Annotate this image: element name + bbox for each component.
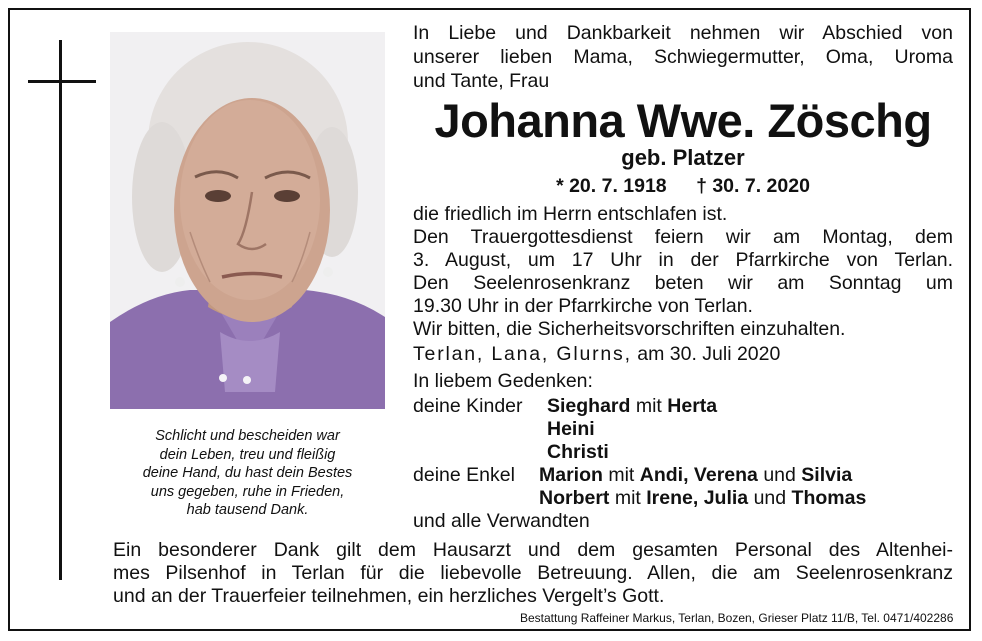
and-word: und [753,487,787,509]
grandchildren-line [539,487,866,509]
thanks-line: und an der Trauerfeier teilnehmen, ein herzliches Vergelt’s Gott. [113,585,665,607]
partner-names: Irene, Julia [646,487,749,509]
grandchild-name: Marion [539,464,603,486]
cross-horizontal [28,80,96,83]
thanks-line: Ein besonderer Dank gilt dem Hausarzt und dem gesamten Personal des Altenhei- [113,539,953,561]
funeral-home-footer: Bestattung Raffeiner Markus, Terlan, Bozen, Grieser Platz 11/B, Tel. 0471/402286 [520,611,954,625]
poem-line: hab tausend Dank. [186,502,309,518]
poem-line: dein Leben, treu und fleißig [159,446,336,463]
life-dates [413,174,953,198]
poem-line: uns gegeben, ruhe in Frieden, [150,483,345,500]
children-prefix: deine Kinder [413,395,523,417]
memorial-poem [110,427,385,520]
body-line: Den Trauergottesdienst feiern wir am Montag, dem [413,226,953,248]
with-word: mit [635,395,662,417]
poem-line: Schlicht und bescheiden war [155,428,340,444]
grandchild-name: Norbert [539,487,610,509]
thanks-line: mes Pilsenhof in Terlan für die liebevolle Betreuung. Allen, die am Seelenrosenkranz [113,562,953,584]
child-name: Heini [547,418,595,440]
cross-vertical [59,40,62,580]
portrait-photo [110,32,385,409]
maiden-name: geb. Platzer [621,145,745,170]
body-line: Den Seelenrosenkranz beten wir am Sonntag um [413,272,953,294]
grandchildren-line [539,464,852,486]
grandchildren-prefix: deine Enkel [413,464,515,486]
poem-line: deine Hand, du hast dein Bestes [142,465,353,481]
notice-date: am 30. Juli 2020 [637,343,781,365]
partner-names: Andi, Verena [639,464,758,486]
and-word: und [763,464,796,486]
spouse-name: Herta [667,395,718,417]
intro-line: In Liebe und Dankbarkeit nehmen wir Abschied von [413,22,953,44]
place-names: Terlan, Lana, Glurns, [413,343,632,365]
body-line: 19.30 Uhr in der Pfarrkirche von Terlan. [413,295,753,317]
place-date-line [413,343,780,365]
child-name: Christi [547,441,609,463]
body-line: die friedlich im Herrn entschlafen ist. [413,203,728,225]
relatives-line: und alle Verwandten [413,510,590,532]
partner-name: Thomas [791,487,867,509]
mourners-intro: In liebem Gedenken: [413,370,593,392]
deceased-name: Johanna Wwe. Zöschg [434,94,932,147]
intro-line: unserer lieben Mama, Schwiegermutter, Oma, Uroma [413,46,953,68]
body-line: Wir bitten, die Sicherheitsvorschriften einzuhalten. [413,318,846,340]
partner-name: Silvia [801,464,853,486]
birth-date: * 20. 7. 1918 [556,175,667,197]
with-word: mit [608,464,635,486]
body-line: 3. August, um 17 Uhr in der Pfarrkirche von Terlan. [413,249,953,271]
children-line [547,395,717,417]
intro-line: und Tante, Frau [413,70,550,92]
portrait-illustration [110,32,385,409]
child-name: Sieghard [547,395,631,417]
with-word: mit [614,487,641,509]
death-date: † 30. 7. 2020 [696,175,810,197]
